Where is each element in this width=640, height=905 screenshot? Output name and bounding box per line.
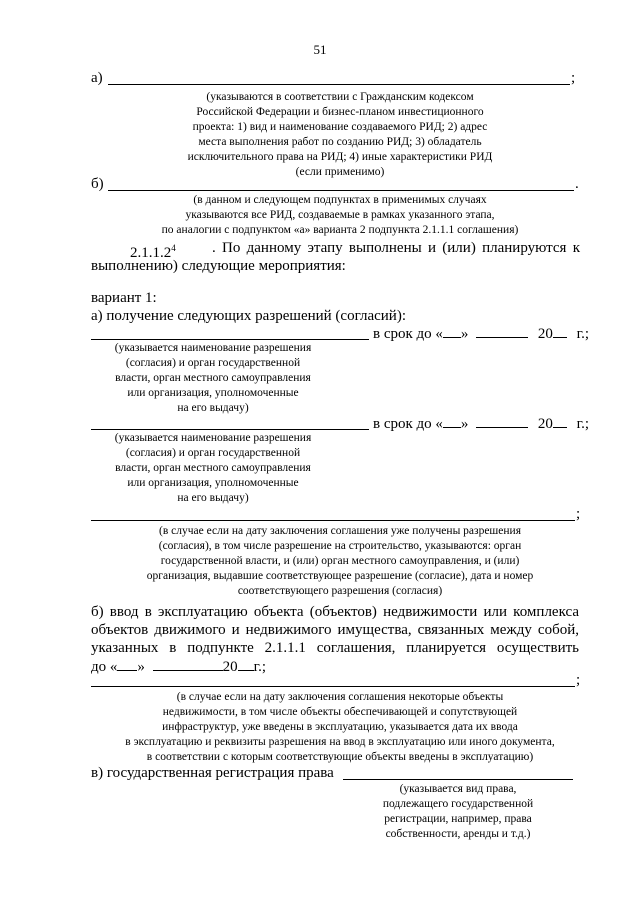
permits-heading: а) получение следующих разрешений (согласий): <box>91 308 406 324</box>
commissioning-note-5: в соответствии с которым соответствующие объекты введены в эксплуатацию) <box>146 751 534 763</box>
item-a-blank <box>108 84 570 85</box>
commissioning-line-1: б) ввод в эксплуатацию объекта (объектов) недвижимости или комплекса <box>91 604 579 620</box>
registration-blank <box>343 779 573 780</box>
item-b-note-3: по аналогии с подпунктом «а» варианта 2 подпункта 2.1.1.1 соглашения) <box>161 224 519 236</box>
permit-1-note-5: на его выдачу) <box>177 402 249 414</box>
item-b-end: . <box>575 176 579 192</box>
permit-2-note-2: (согласия) и орган государственной <box>125 447 301 459</box>
registration-note-2: подлежащего государственной <box>382 798 534 810</box>
commissioning-note-4: в эксплуатацию и реквизиты разрешения на ввод в эксплуатацию или иного документа, <box>125 736 555 748</box>
item-a-note-1: (указываются в соответствии с Гражданским кодексом <box>206 91 474 103</box>
permit-1-note-1: (указывается наименование разрешения <box>114 342 312 354</box>
item-a-label: а) <box>91 70 103 86</box>
commissioning-note-1: (в случае если на дату заключения соглашения некоторые объекты <box>176 691 504 703</box>
item-a-note-2: Российской Федерации и бизнес-планом инвестиционного <box>196 106 484 118</box>
commissioning-note-2: недвижимости, в том числе объекты обеспечивающей и сопутствующей <box>162 706 518 718</box>
permit-2-note-1: (указывается наименование разрешения <box>114 432 312 444</box>
permit-2-note-5: на его выдачу) <box>177 492 249 504</box>
commissioning-line-3: указанных в подпункте 2.1.1.1 соглашения, планируется осуществить <box>91 640 579 656</box>
already-obtained-note-3: государственной власти, и (или) орган местного самоуправления, и (или) <box>160 555 520 567</box>
permit-2-blank <box>91 429 369 430</box>
item-a-note-3: проекта: 1) вид и наименование создаваемого РИД; 2) адрес <box>192 121 488 133</box>
permit-2-note-3: власти, орган местного самоуправления <box>115 462 311 474</box>
permit-1-note-4: или организация, уполномоченные <box>127 387 299 399</box>
commissioning-blank <box>91 686 575 687</box>
commissioning-note-3: инфраструктур, уже введены в эксплуатацию, указывается дата их ввода <box>162 721 518 733</box>
permit-1-note-2: (согласия) и орган государственной <box>125 357 301 369</box>
item-b-note-1: (в данном и следующем подпунктах в применимых случаях <box>193 194 487 206</box>
item-a-note-5: исключительного права на РИД; 4) иные характеристики РИД <box>187 151 493 163</box>
already-obtained-note-4: организация, выдавшие соответствующее разрешение (согласие), дата и номер <box>146 570 534 582</box>
registration-note-1: (указывается вид права, <box>399 783 517 795</box>
already-obtained-blank <box>91 520 575 521</box>
permit-2-deadline: в срок до « » 20 г.; <box>373 416 590 432</box>
para-2112-number: 2.1.1.2$^4$ <box>130 243 176 261</box>
permit-2-note-4: или организация, уполномоченные <box>127 477 299 489</box>
item-a-end: ; <box>571 70 576 86</box>
permit-1-note-3: власти, орган местного самоуправления <box>115 372 311 384</box>
already-obtained-note-2: (согласия), в том числе разрешение на строительство, указываются: орган <box>158 540 522 552</box>
item-b-note-2: указываются все РИД, создаваемые в рамках указанного этапа, <box>185 209 495 221</box>
para-2112-line2: выполнению) следующие мероприятия: <box>91 258 346 274</box>
item-b-label: б) <box>91 176 104 192</box>
already-obtained-end: ; <box>576 506 581 522</box>
variant-heading: вариант 1: <box>91 290 157 306</box>
already-obtained-note-5: соответствующего разрешения (согласия) <box>237 585 443 597</box>
registration-note-4: собственности, аренды и т.д.) <box>385 828 531 840</box>
already-obtained-note-1: (в случае если на дату заключения соглашения уже получены разрешения <box>159 525 521 537</box>
item-a-note-6: (если применимо) <box>295 166 385 178</box>
page-number: 51 <box>313 42 327 57</box>
item-a-note-4: места выполнения работ по созданию РИД; 3) обладатель <box>198 136 482 148</box>
commissioning-blank-end: ; <box>576 672 581 688</box>
permit-1-blank <box>91 339 369 340</box>
commissioning-line-2: объектов движимого и недвижимого имущества, связанных между собой, <box>91 622 579 638</box>
permit-1-deadline: в срок до « » 20 г.; <box>373 326 590 342</box>
registration-label: в) государственная регистрация права <box>91 765 334 781</box>
commissioning-date: до « » 20 г.; <box>91 659 267 675</box>
registration-note-3: регистрации, например, права <box>384 813 532 825</box>
item-b-blank <box>108 190 574 191</box>
para-2112-line1-rest: . По данному этапу выполнены и (или) планируются к <box>212 240 580 256</box>
